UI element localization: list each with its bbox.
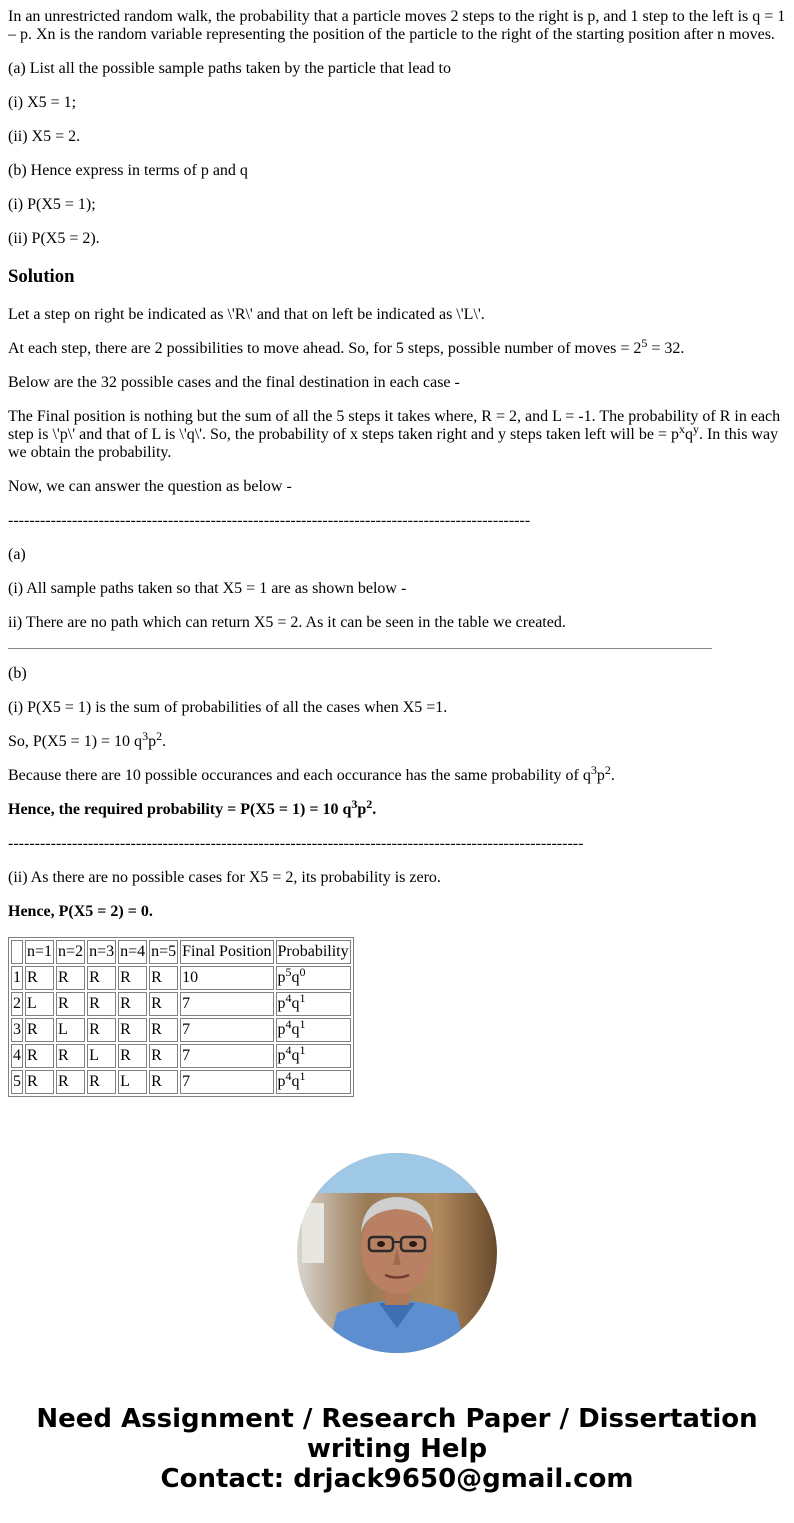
because-mid: p xyxy=(596,767,605,784)
table-cell: 7 xyxy=(180,1018,273,1042)
table-cell: R xyxy=(56,1070,85,1094)
table-header-cell: n=5 xyxy=(149,940,178,964)
table-cell: 1 xyxy=(11,966,23,990)
table-cell: R xyxy=(25,1018,54,1042)
probability-cell xyxy=(276,1018,351,1042)
probability-exponent: 4 xyxy=(285,1017,292,1031)
table-header-cell: Probability xyxy=(276,940,351,964)
probability-exponent: 5 xyxy=(285,965,292,979)
table-header-row xyxy=(11,940,351,964)
table-cell: R xyxy=(149,1070,178,1094)
part-b-i-text: (i) P(X5 = 1) is the sum of probabilities of all the cases when X5 =1. xyxy=(8,699,448,716)
hence2-text: Hence, P(X5 = 2) = 0. xyxy=(8,903,153,920)
table-cell: R xyxy=(118,966,147,990)
possibilities-post: = 32. xyxy=(647,340,685,357)
because-exp-p: 2 xyxy=(604,763,611,777)
cases-intro: Below are the 32 possible cases and the final destination in each case - xyxy=(8,374,460,391)
probability-base: q xyxy=(291,1047,300,1064)
so-post: . xyxy=(162,733,167,750)
table-header-cell xyxy=(11,940,23,964)
possibilities-exponent: 5 xyxy=(641,336,648,350)
part-a-label: (a) xyxy=(8,546,26,563)
hence-probability-2 xyxy=(8,903,786,921)
because-post: . xyxy=(610,767,615,784)
probability-base: q xyxy=(291,1021,300,1038)
table-row xyxy=(11,1018,351,1042)
table-cell: R xyxy=(87,1070,116,1094)
probability-exponent: 0 xyxy=(299,965,306,979)
table-cell: R xyxy=(149,992,178,1016)
probability-exponent: 1 xyxy=(299,1043,306,1057)
table-cell: L xyxy=(56,1018,85,1042)
hence1-exp-q: 3 xyxy=(351,797,358,811)
table-cell: 7 xyxy=(180,1044,273,1068)
table-header-cell: n=3 xyxy=(87,940,116,964)
footer-line-2: writing Help xyxy=(306,1434,488,1464)
because-exp-q: 3 xyxy=(590,763,597,777)
final-pos-mid: q xyxy=(684,426,693,443)
table-cell: R xyxy=(87,992,116,1016)
question-b-ii: (ii) P(X5 = 2). xyxy=(8,230,100,247)
probability-base: q xyxy=(291,969,300,986)
table-cell: L xyxy=(87,1044,116,1068)
table-cell: R xyxy=(87,966,116,990)
dash-separator-1: -------------------------------------------------------------------------------------------------- xyxy=(8,512,531,529)
table-cell: R xyxy=(25,1070,54,1094)
probability-base: p xyxy=(277,1021,286,1038)
probability-cell xyxy=(276,966,351,990)
hence1-exp-p: 2 xyxy=(366,797,373,811)
probability-base: p xyxy=(277,969,286,986)
part-b-ii-text: (ii) As there are no possible cases for X5 = 2, its probability is zero. xyxy=(8,869,441,886)
footer-line-1: Need Assignment / Research Paper / Dissertation xyxy=(36,1404,758,1434)
probability-exponent: 1 xyxy=(299,1017,306,1031)
hence1-pre: Hence, the required probability = P(X5 = 1) = 10 q xyxy=(8,801,352,818)
table-cell: R xyxy=(25,966,54,990)
probability-exponent: 4 xyxy=(285,1043,292,1057)
table-row xyxy=(11,966,351,990)
final-pos-pre: The Final position is nothing but the sum of all the 5 steps it takes where, R = 2, and L = -1. The probability of R in each step is \'p\' and that of L is \'q\'. So, the probability of x steps taken right and y steps taken left will be = p xyxy=(8,408,781,443)
table-header-cell: n=4 xyxy=(118,940,147,964)
probability-cell xyxy=(276,1070,351,1094)
table-cell: L xyxy=(118,1070,147,1094)
footer-contact: Contact: drjack9650@gmail.com xyxy=(160,1464,634,1494)
so-mid: p xyxy=(148,733,157,750)
table-cell: R xyxy=(118,992,147,1016)
table-cell: R xyxy=(118,1044,147,1068)
probability-exponent: 1 xyxy=(299,991,306,1005)
solution-heading: Solution xyxy=(8,266,75,287)
footer-text xyxy=(0,1404,794,1494)
table-cell: 2 xyxy=(11,992,23,1016)
table-cell: 5 xyxy=(11,1070,23,1094)
probability-exponent: 4 xyxy=(285,1069,292,1083)
table-cell: R xyxy=(25,1044,54,1068)
part-a-i-text: (i) All sample paths taken so that X5 = 1 are as shown below - xyxy=(8,580,407,597)
table-cell: R xyxy=(56,966,85,990)
table-cell: R xyxy=(87,1018,116,1042)
probability-base: p xyxy=(277,1073,286,1090)
table-cell: 7 xyxy=(180,1070,273,1094)
question-b-i: (i) P(X5 = 1); xyxy=(8,196,96,213)
table-row xyxy=(11,1044,351,1068)
sample-paths-table-body xyxy=(11,940,351,1094)
table-header-cell: n=2 xyxy=(56,940,85,964)
hence-probability-1 xyxy=(8,797,786,819)
document-content xyxy=(8,0,786,1123)
final-pos-exp-y: y xyxy=(692,422,699,436)
question-a-ii: (ii) X5 = 2. xyxy=(8,128,81,145)
table-header-cell: n=1 xyxy=(25,940,54,964)
hence1-mid: p xyxy=(357,801,367,818)
final-pos-exp-x: x xyxy=(678,422,685,436)
part-a-ii-text: ii) There are no path which can return X5 = 2. As it can be seen in the table we created. xyxy=(8,614,566,631)
table-cell: R xyxy=(56,992,85,1016)
table-cell: R xyxy=(149,1044,178,1068)
table-cell: R xyxy=(149,1018,178,1042)
sample-paths-table xyxy=(8,937,354,1097)
table-cell: R xyxy=(118,1018,147,1042)
part-b-label: (b) xyxy=(8,665,27,682)
avatar-photo xyxy=(297,1153,497,1353)
question-a-i: (i) X5 = 1; xyxy=(8,94,77,111)
dash-separator-2: ------------------------------------------------------------------------------------------------------------ xyxy=(8,835,584,852)
probability-cell xyxy=(276,1044,351,1068)
probability-cell xyxy=(276,992,351,1016)
so-exp-q: 3 xyxy=(142,729,149,743)
so-pre: So, P(X5 = 1) = 10 q xyxy=(8,733,143,750)
probability-base: p xyxy=(277,1047,286,1064)
possibilities-text xyxy=(8,336,786,358)
so-formula xyxy=(8,729,786,751)
table-row xyxy=(11,1070,351,1094)
avatar xyxy=(297,1153,497,1353)
final-pos-post: . In this way we obtain the probability. xyxy=(8,426,779,461)
question-a-prompt: (a) List all the possible sample paths taken by the particle that lead to xyxy=(8,60,451,77)
table-cell: L xyxy=(25,992,54,1016)
table-cell: 7 xyxy=(180,992,273,1016)
probability-base: p xyxy=(277,995,286,1012)
table-row xyxy=(11,992,351,1016)
question-b-prompt: (b) Hence express in terms of p and q xyxy=(8,162,248,179)
because-pre: Because there are 10 possible occurances and each occurance has the same probability of q xyxy=(8,767,591,784)
so-exp-p: 2 xyxy=(156,729,163,743)
because-text xyxy=(8,763,786,785)
table-cell: 4 xyxy=(11,1044,23,1068)
table-cell: 3 xyxy=(11,1018,23,1042)
divider-line xyxy=(8,648,712,649)
possibilities-pre: At each step, there are 2 possibilities to move ahead. So, for 5 steps, possible number of moves = 2 xyxy=(8,340,642,357)
probability-base: q xyxy=(291,995,300,1012)
probability-exponent: 1 xyxy=(299,1069,306,1083)
probability-exponent: 4 xyxy=(285,991,292,1005)
hence1-post: . xyxy=(372,801,377,818)
table-cell: 10 xyxy=(180,966,273,990)
table-cell: R xyxy=(149,966,178,990)
footer-ad xyxy=(0,1150,794,1494)
probability-base: q xyxy=(291,1073,300,1090)
table-cell: R xyxy=(56,1044,85,1068)
step-definition: Let a step on right be indicated as \'R\' and that on left be indicated as \'L\'. xyxy=(8,306,485,323)
answer-intro: Now, we can answer the question as below - xyxy=(8,478,292,495)
final-position-text xyxy=(8,408,786,462)
table-header-cell: Final Position xyxy=(180,940,273,964)
question-intro: In an unrestricted random walk, the probability that a particle moves 2 steps to the right is p, and 1 step to the left is q = 1 – p. Xn is the random variable representing the position of the particle to the right of the starting position after n moves. xyxy=(8,8,786,43)
